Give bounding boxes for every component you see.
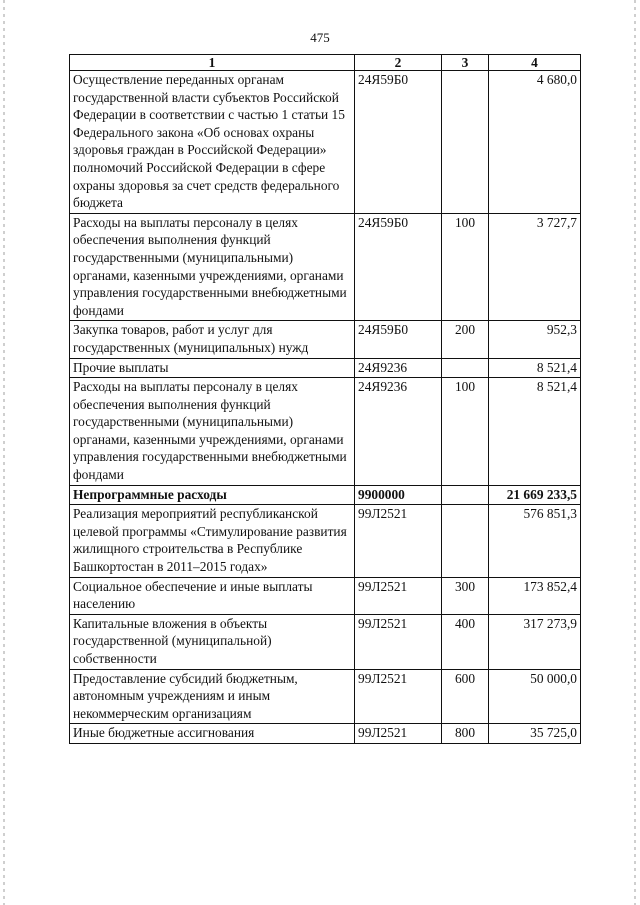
table-row: [70, 724, 581, 744]
row-code: 99Л2521: [355, 669, 442, 724]
row-name: Закупка товаров, работ и услуг для государственных (муниципальных) нужд: [70, 321, 355, 358]
row-code: 24Я59Б0: [355, 321, 442, 358]
row-amount: 952,3: [489, 321, 581, 358]
row-name: Капитальные вложения в объекты государственной (муниципальной) собственности: [70, 614, 355, 669]
row-amount: 8 521,4: [489, 358, 581, 378]
row-name: Реализация мероприятий республиканской целевой программы «Стимулирование развития жилищного строительства в Республике Башкортостан в 2011–2015 годах»: [70, 505, 355, 577]
row-name: Расходы на выплаты персоналу в целях обеспечения выполнения функций государственными (муниципальными) органами, казенными учреждениями, органами управления государственными внебюджетными фондами: [70, 378, 355, 486]
row-amount: 173 852,4: [489, 577, 581, 614]
table-row: [70, 577, 581, 614]
table-row: [70, 358, 581, 378]
row-kind: [442, 505, 489, 577]
row-amount: 317 273,9: [489, 614, 581, 669]
row-amount: 3 727,7: [489, 213, 581, 321]
budget-table: [69, 54, 581, 744]
row-code: 9900000: [355, 485, 442, 505]
row-kind: 400: [442, 614, 489, 669]
header-row: [70, 55, 581, 71]
row-amount: 21 669 233,5: [489, 485, 581, 505]
table-row-section-total: [70, 485, 581, 505]
row-code: 99Л2521: [355, 505, 442, 577]
row-kind: 200: [442, 321, 489, 358]
row-code: 24Я59Б0: [355, 71, 442, 214]
row-code: 24Я59Б0: [355, 213, 442, 321]
row-amount: 35 725,0: [489, 724, 581, 744]
row-code: 99Л2521: [355, 577, 442, 614]
row-code: 99Л2521: [355, 724, 442, 744]
table-row: [70, 505, 581, 577]
row-kind: [442, 485, 489, 505]
row-amount: 8 521,4: [489, 378, 581, 486]
table-header: [70, 55, 581, 71]
row-kind: [442, 358, 489, 378]
scan-edge-right: [634, 0, 636, 905]
header-col-2: 2: [355, 55, 442, 71]
row-code: 99Л2521: [355, 614, 442, 669]
row-kind: 300: [442, 577, 489, 614]
row-kind: 100: [442, 213, 489, 321]
row-name: Расходы на выплаты персоналу в целях обеспечения выполнения функций государственными (муниципальными) органами, казенными учреждениями, органами управления государственными внебюджетными фондами: [70, 213, 355, 321]
page-number: 475: [310, 30, 330, 45]
row-kind: 800: [442, 724, 489, 744]
row-kind: [442, 71, 489, 214]
scan-edge-left: [3, 0, 5, 905]
table-body: [70, 71, 581, 744]
table-row: [70, 71, 581, 214]
row-kind: 100: [442, 378, 489, 486]
table-row: [70, 614, 581, 669]
row-name: Социальное обеспечение и иные выплаты населению: [70, 577, 355, 614]
row-name: Непрограммные расходы: [70, 485, 355, 505]
row-amount: 50 000,0: [489, 669, 581, 724]
row-amount: 4 680,0: [489, 71, 581, 214]
row-name: Иные бюджетные ассигнования: [70, 724, 355, 744]
table-row: [70, 213, 581, 321]
header-col-1: 1: [70, 55, 355, 71]
row-code: 24Я9236: [355, 378, 442, 486]
row-name: Предоставление субсидий бюджетным, автономным учреждениям и иным некоммерческим организациям: [70, 669, 355, 724]
table-row: [70, 669, 581, 724]
table-row: [70, 378, 581, 486]
header-col-3: 3: [442, 55, 489, 71]
row-amount: 576 851,3: [489, 505, 581, 577]
row-kind: 600: [442, 669, 489, 724]
row-code: 24Я9236: [355, 358, 442, 378]
row-name: Прочие выплаты: [70, 358, 355, 378]
table-row: [70, 321, 581, 358]
header-col-4: 4: [489, 55, 581, 71]
row-name: Осуществление переданных органам государственной власти субъектов Российской Федерации в соответствии с частью 1 статьи 15 Федерального закона «Об основах охраны здоровья граждан в Российской Федерации» полномочий Российской Федерации в сфере охраны здоровья за счет средств федерального бюджета: [70, 71, 355, 214]
